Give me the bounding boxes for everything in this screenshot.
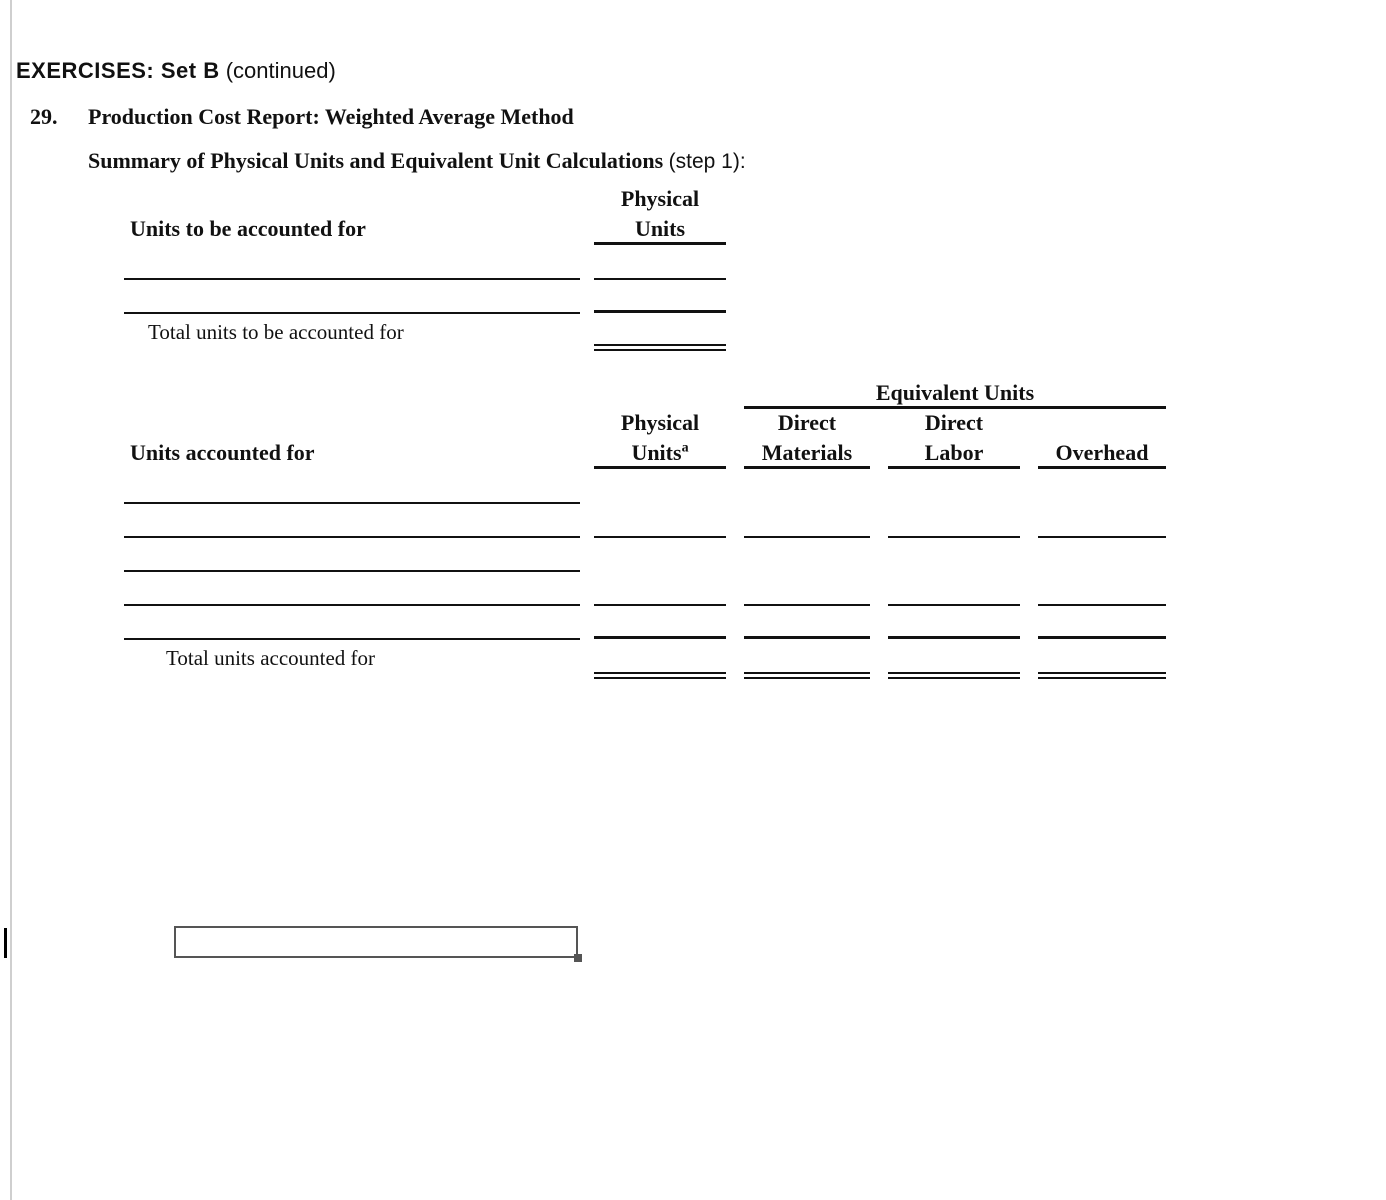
- exercise-title: Production Cost Report: Weighted Average Method: [88, 104, 574, 129]
- total-double-underline: [1038, 672, 1166, 679]
- overhead-header: Overhead: [1055, 440, 1149, 465]
- resize-handle[interactable]: [574, 954, 582, 962]
- entry-line-value: [594, 604, 726, 606]
- entry-line-value: [1038, 536, 1166, 538]
- entry-line-label: [124, 604, 580, 606]
- entry-line-value: [594, 536, 726, 538]
- entry-line-value: [594, 310, 726, 313]
- dl-header-line2: Labor: [924, 440, 984, 465]
- text-cursor: [4, 928, 7, 958]
- header-underline: [594, 242, 726, 245]
- total-double-underline: [594, 672, 726, 679]
- units-accounted-label: Units accounted for: [130, 440, 315, 465]
- physical-header-line2: Units: [634, 216, 686, 241]
- group-header-underline: [744, 406, 1166, 409]
- entry-line-label: [124, 278, 580, 280]
- subtotal-line: [888, 636, 1020, 639]
- subtotal-line: [594, 636, 726, 639]
- total-units-to-account-label: Total units to be accounted for: [148, 320, 404, 344]
- continued-label: (continued): [225, 58, 336, 83]
- total-double-underline: [594, 344, 726, 351]
- step-label: (step 1):: [668, 150, 746, 173]
- exercise-number: 29.: [30, 104, 58, 129]
- entry-line-label: [124, 570, 580, 572]
- entry-line-label: [124, 638, 580, 640]
- total-double-underline: [888, 672, 1020, 679]
- physical-header-line1: Physical: [620, 186, 700, 211]
- entry-line-label: [124, 502, 580, 504]
- units-to-account-label: Units to be accounted for: [130, 216, 366, 241]
- exercises-label: EXERCISES: Set B: [16, 58, 220, 83]
- entry-line-value: [594, 278, 726, 280]
- entry-line-value: [744, 536, 870, 538]
- entry-line-value: [744, 604, 870, 606]
- header-underline: [594, 466, 726, 469]
- page-edge: [10, 0, 12, 1200]
- dm-header-line2: Materials: [761, 440, 853, 465]
- equivalent-units-header: Equivalent Units: [875, 380, 1035, 405]
- answer-text-box[interactable]: [174, 926, 578, 958]
- subtotal-line: [744, 636, 870, 639]
- entry-line-value: [888, 604, 1020, 606]
- subtotal-line: [1038, 636, 1166, 639]
- physical2-header-line2: Units$^a$: [631, 440, 689, 465]
- physical2-header-line1: Physical: [620, 410, 700, 435]
- answer-input[interactable]: [176, 928, 576, 956]
- header-underline: [1038, 466, 1166, 469]
- dm-header-line1: Direct: [777, 410, 837, 435]
- footnote-marker: a: [681, 440, 689, 456]
- header-underline: [888, 466, 1020, 469]
- section-subtitle: [88, 148, 746, 174]
- header-underline: [744, 466, 870, 469]
- subtitle-text: Summary of Physical Units and Equivalent Unit Calculations: [88, 148, 664, 173]
- total-units-accounted-label: Total units accounted for: [166, 646, 376, 670]
- total-double-underline: [744, 672, 870, 679]
- exercises-heading: [16, 58, 336, 84]
- entry-line-label: [124, 536, 580, 538]
- entry-line-label: [124, 312, 580, 314]
- entry-line-value: [1038, 604, 1166, 606]
- dl-header-line1: Direct: [924, 410, 984, 435]
- entry-line-value: [888, 536, 1020, 538]
